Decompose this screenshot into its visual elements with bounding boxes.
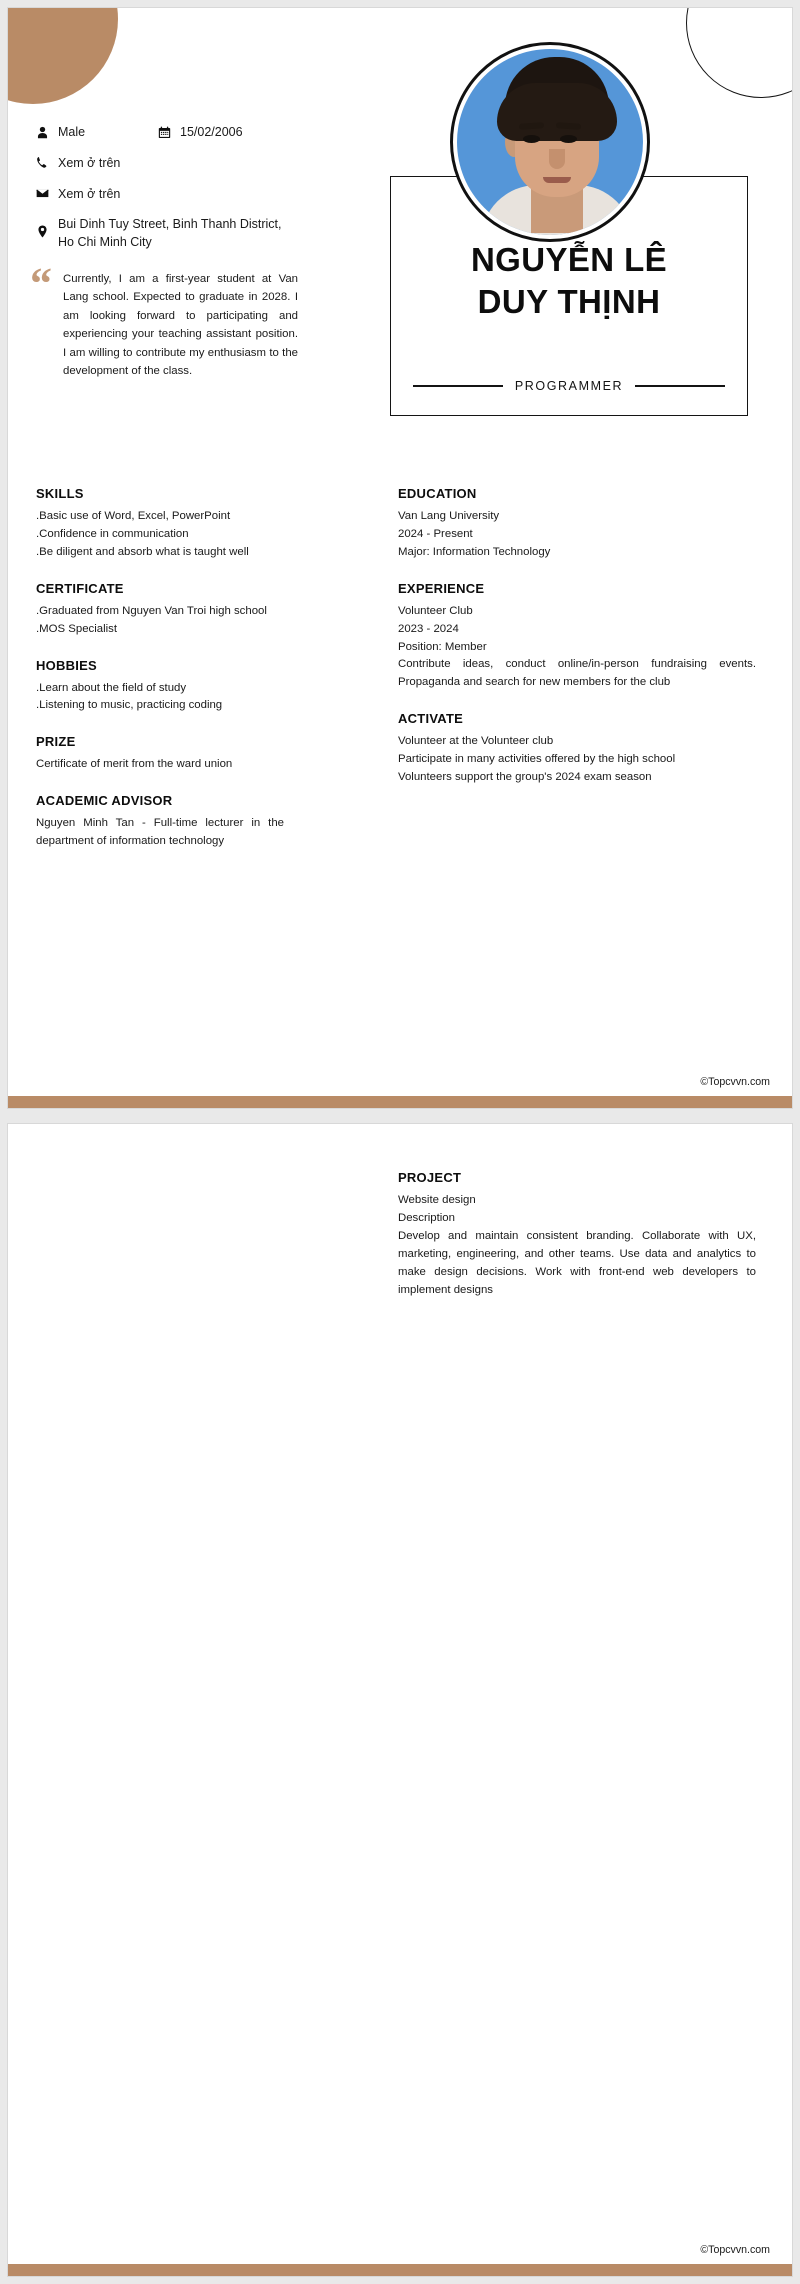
- section-line: Nguyen Minh Tan - Full-time lecturer in the department of information technology: [36, 817, 284, 848]
- section-skills: [36, 486, 284, 562]
- section-title: ACTIVATE: [398, 711, 464, 727]
- section-line: .Confidence in communication: [36, 527, 189, 540]
- section-line: 2023 - 2024: [398, 622, 459, 635]
- email-value: Xem ở trên: [58, 186, 121, 201]
- section-line: Certificate of merit from the ward union: [36, 758, 233, 771]
- envelope-icon: [36, 186, 56, 202]
- footer-credit-page-2: ©Topcvvn.com: [700, 2244, 770, 2256]
- page-1-content: [8, 8, 792, 1096]
- avatar-photo: [457, 49, 643, 235]
- avatar-mouth: [543, 177, 571, 183]
- right-column: [398, 486, 756, 787]
- section-certificate: [36, 581, 284, 639]
- section-line: Volunteers support the group's 2024 exam season: [398, 771, 652, 784]
- section-title: EXPERIENCE: [398, 580, 485, 596]
- section-line: Position: Member: [398, 640, 487, 653]
- section-title: ACADEMIC ADVISOR: [36, 793, 173, 809]
- avatar-nose: [549, 149, 565, 169]
- section-line: Website design: [398, 1194, 476, 1206]
- section-line: 2024 - Present: [398, 527, 473, 540]
- page-2-right-column: [398, 1170, 756, 1299]
- section-line: .MOS Specialist: [36, 622, 118, 635]
- left-column: [36, 486, 284, 851]
- role-banner: [413, 379, 725, 393]
- calendar-icon: [158, 125, 178, 141]
- phone-icon: [36, 155, 56, 171]
- page-2-content: [8, 1124, 792, 2264]
- section-line: Major: Information Technology: [398, 545, 551, 558]
- section-academic-advisor: [36, 793, 284, 851]
- section-line: .Learn about the field of study: [36, 681, 187, 694]
- resume-header: [8, 8, 792, 488]
- section-education: [398, 486, 756, 562]
- section-line: Develop and maintain consistent branding. Collaborate with UX, marketing, engineering, and other teams. Use data and analytics to make design decisions. Work with front-end web developers to implement designs: [398, 1229, 756, 1296]
- contact-row-address: [36, 216, 296, 252]
- section-line: Volunteer at the Volunteer club: [398, 735, 554, 748]
- section-title: PRIZE: [36, 734, 76, 750]
- avatar-eye-right: [560, 135, 577, 143]
- name-line-2: DUY THỊNH: [477, 282, 661, 320]
- role-title: PROGRAMMER: [514, 379, 624, 393]
- role-rule-right: [635, 385, 725, 387]
- section-title: EDUCATION: [398, 486, 477, 501]
- section-line: Contribute ideas, conduct online/in-person fundraising events. Propaganda and search for new members for the club: [398, 658, 756, 689]
- quote-mark-icon: “: [30, 259, 50, 308]
- gender-value: Male: [58, 125, 86, 139]
- contact-row-gender-birthday: [36, 124, 296, 142]
- summary-block: [30, 259, 298, 381]
- full-name: [391, 239, 747, 322]
- section-line: Volunteer Club: [398, 604, 473, 617]
- section-title: PROJECT: [398, 1170, 462, 1185]
- section-experience: [398, 581, 756, 693]
- section-line: .Basic use of Word, Excel, PowerPoint: [36, 510, 231, 522]
- section-prize: [36, 734, 284, 774]
- section-title: CERTIFICATE: [36, 580, 124, 596]
- person-icon: [36, 125, 56, 141]
- section-title: SKILLS: [36, 486, 84, 501]
- avatar-hair-fringe: [497, 83, 617, 141]
- summary-text: Currently, I am a first-year student at Van Lang school. Expected to graduate in 2028. I am looking forward to participating and experiencing your teaching assistant position. I am willing to contribute my enthusiasm to the development of the class.: [63, 273, 298, 378]
- phone-value: Xem ở trên: [58, 155, 121, 170]
- section-line: Van Lang University: [398, 510, 500, 522]
- page-1-accent-bar: [8, 1096, 792, 1108]
- name-line-1: NGUYỄN LÊ: [470, 241, 668, 278]
- footer-credit-page-1: ©Topcvvn.com: [700, 1076, 770, 1088]
- resume-page-1: [8, 8, 792, 1108]
- map-pin-icon: [36, 223, 56, 239]
- avatar-eye-left: [523, 135, 540, 143]
- section-line: Description: [398, 1211, 455, 1224]
- avatar: [450, 42, 650, 242]
- section-line: Participate in many activities offered by the high school: [398, 753, 676, 766]
- section-line: .Graduated from Nguyen Van Troi high school: [36, 604, 267, 617]
- address-value: Bui Dinh Tuy Street, Binh Thanh District, Ho Chi Minh City: [58, 217, 282, 249]
- resume-page-2: [8, 1124, 792, 2276]
- role-rule-left: [413, 385, 503, 387]
- birthday-value: 15/02/2006: [180, 125, 243, 139]
- section-line: .Be diligent and absorb what is taught well: [36, 545, 249, 558]
- section-activate: [398, 711, 756, 787]
- contact-row-phone: [36, 155, 296, 173]
- contact-block: [36, 124, 296, 252]
- section-hobbies: [36, 658, 284, 716]
- section-line: .Listening to music, practicing coding: [36, 699, 223, 712]
- contact-row-email: [36, 186, 296, 204]
- page-2-accent-bar: [8, 2264, 792, 2276]
- section-title: HOBBIES: [36, 657, 97, 673]
- section-project: [398, 1170, 756, 1299]
